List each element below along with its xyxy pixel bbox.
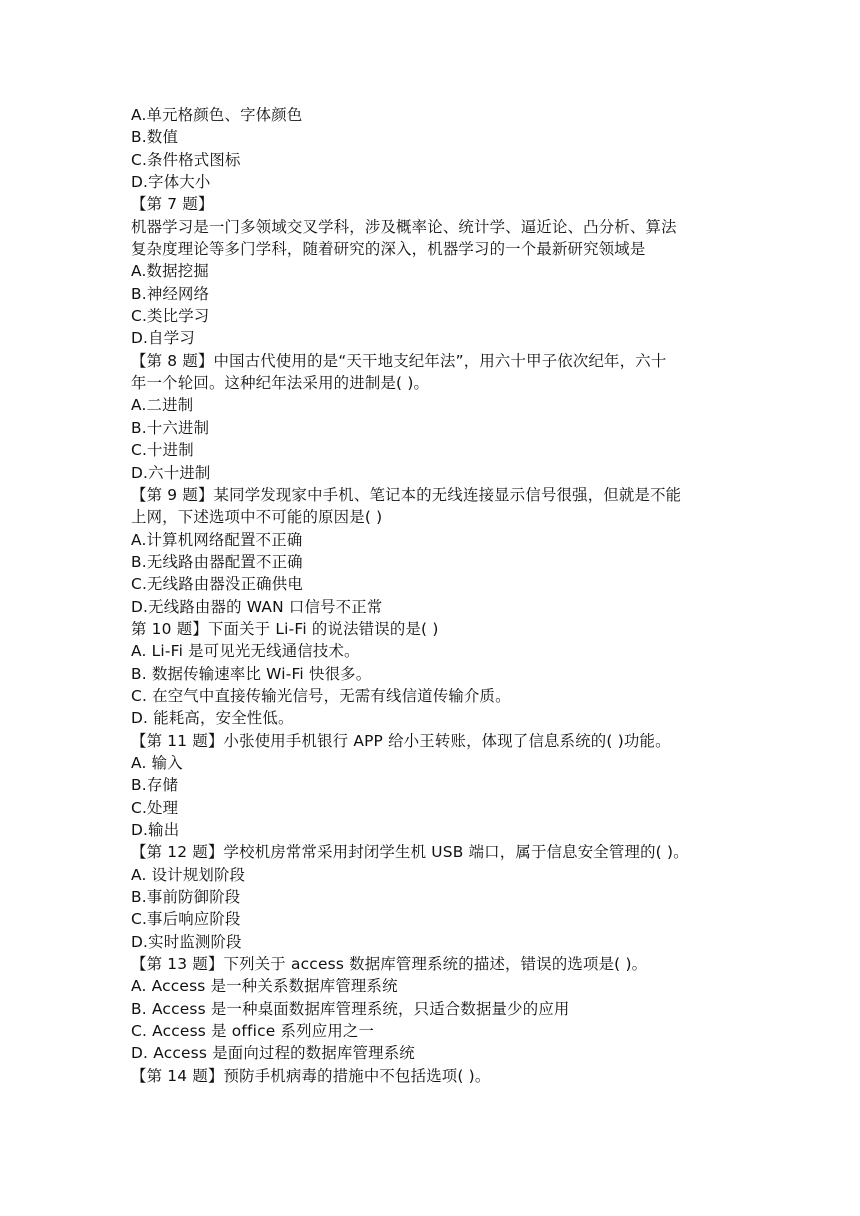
text-line: C. 在空气中直接传输光信号，无需有线信道传输介质。: [131, 686, 511, 705]
text-line: B.数值: [131, 128, 179, 147]
text-line: A.单元格颜色、字体颜色: [131, 106, 303, 124]
text-line: B.十六进制: [131, 418, 210, 437]
text-line: B.无线路由器配置不正确: [131, 552, 303, 571]
text-line: A. Li-Fi 是可见光无线通信技术。: [131, 642, 360, 661]
text-line: C.处理: [131, 798, 179, 817]
text-line: D.无线路由器的 WAN 口信号不正常: [131, 597, 383, 616]
text-line: A. 设计规划阶段: [131, 865, 246, 884]
text-line: D.自学习: [131, 329, 195, 348]
text-line: D.六十进制: [131, 463, 211, 482]
text-line: 【第 14 题】预防手机病毒的措施中不包括选项( )。: [131, 1066, 491, 1085]
text-line: D. Access 是面向过程的数据库管理系统: [131, 1044, 415, 1063]
text-line: B. 数据传输速率比 Wi-Fi 快很多。: [131, 664, 372, 683]
text-line: 【第 12 题】学校机房常常采用封闭学生机 USB 端口，属于信息安全管理的( )。: [131, 843, 689, 862]
text-line: A.计算机网络配置不正确: [131, 530, 303, 549]
text-line: D.实时监测阶段: [131, 932, 242, 951]
text-line: 复杂度理论等多门学科，随着研究的深入，机器学习的一个最新研究领域是: [131, 240, 646, 259]
text-line: C.事后响应阶段: [131, 910, 241, 929]
text-line: B.神经网络: [131, 284, 210, 303]
text-line: D. 能耗高，安全性低。: [131, 709, 294, 728]
text-line: C.条件格式图标: [131, 150, 241, 169]
text-line: 年一个轮回。这种纪年法采用的进制是( )。: [131, 374, 430, 393]
text-line: 【第 11 题】小张使用手机银行 APP 给小王转账，体现了信息系统的( )功能。: [131, 731, 671, 750]
text-line: 机器学习是一门多领域交叉学科，涉及概率论、统计学、逼近论、凸分析、算法: [131, 217, 677, 236]
text-line: 【第 8 题】中国古代使用的是“天干地支纪年法”，用六十甲子依次纪年，六十: [131, 351, 667, 370]
text-line: C.十进制: [131, 441, 194, 460]
text-line: A. 输入: [131, 753, 183, 772]
text-line: C.类比学习: [131, 307, 210, 326]
text-line: A.数据挖掘: [131, 262, 209, 281]
text-line: C. Access 是 office 系列应用之一: [131, 1022, 375, 1041]
text-line: B.事前防御阶段: [131, 888, 241, 907]
text-line: D.输出: [131, 821, 180, 839]
text-line: A. Access 是一种关系数据库管理系统: [131, 977, 398, 996]
text-line: A.二进制: [131, 396, 194, 415]
text-line: B.存储: [131, 776, 179, 795]
text-line: 上网，下述选项中不可能的原因是( ): [131, 508, 383, 527]
text-line: B. Access 是一种桌面数据库管理系统，只适合数据量少的应用: [131, 999, 570, 1018]
text-line: 【第 7 题】: [131, 195, 214, 214]
document-page: [131, 104, 735, 1087]
text-line: C.无线路由器没正确供电: [131, 575, 303, 594]
text-line: 【第 9 题】某同学发现家中手机、笔记本的无线连接显示信号很强，但就是不能: [131, 485, 682, 504]
text-line: 【第 13 题】下列关于 access 数据库管理系统的描述，错误的选项是( )。: [131, 955, 648, 974]
text-line: 第 10 题】下面关于 Li-Fi 的说法错误的是( ): [131, 619, 439, 638]
text-line: D.字体大小: [131, 173, 211, 192]
